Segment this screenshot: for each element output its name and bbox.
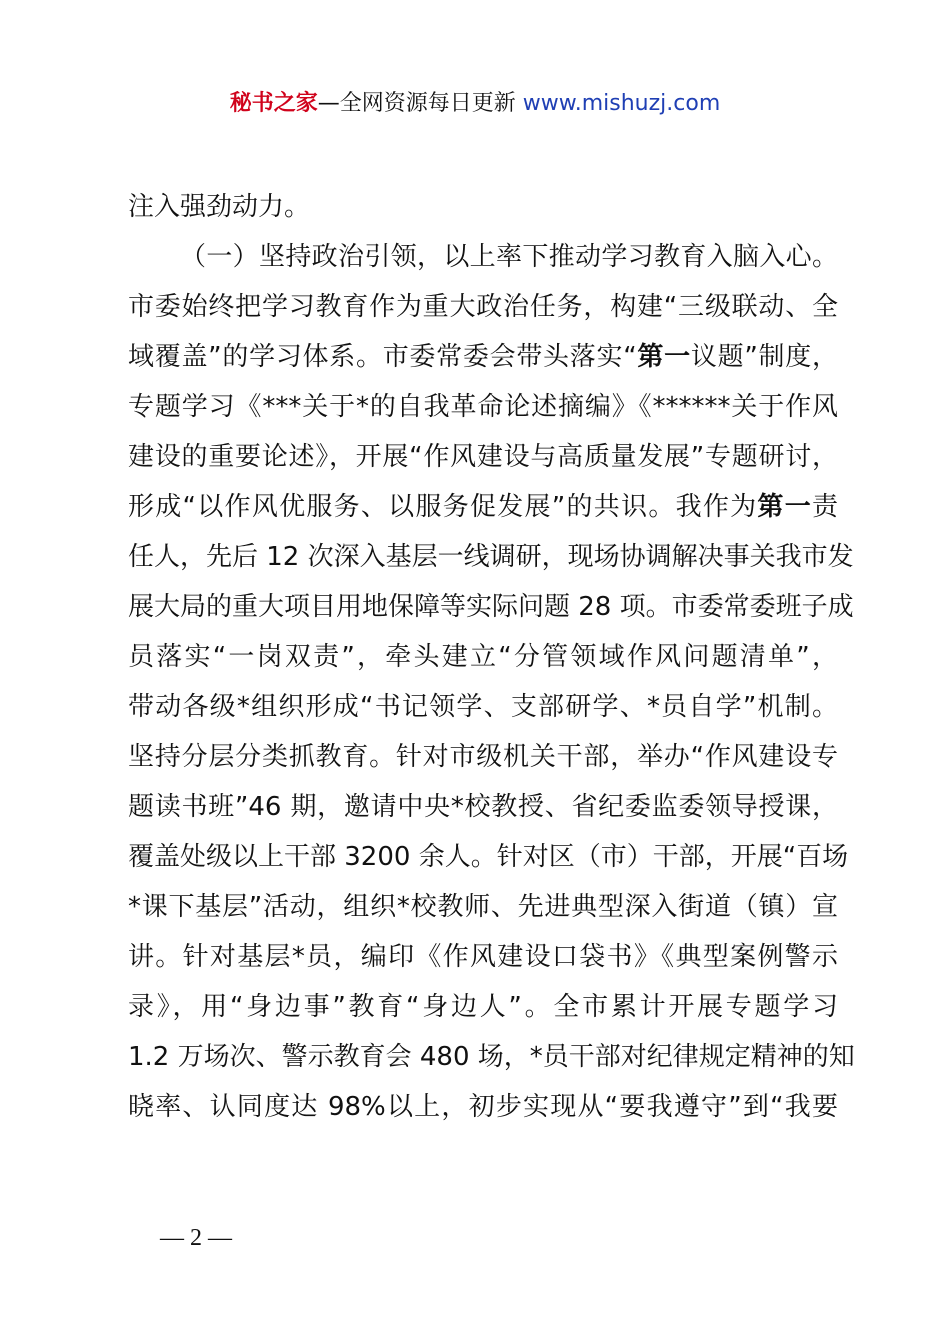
- document-body: [128, 182, 855, 1132]
- paragraph-line: 展大局的重大项目用地保障等实际问题 28 项。市委常委班子成: [128, 592, 854, 622]
- bold-text: 第一: [757, 492, 812, 522]
- paragraph-line: 员落实“一岗双责”，牵头建立“分管领域作风问题清单”，: [128, 642, 838, 672]
- section-heading: （一）坚持政治引领，以上率下推动学习教育入脑入心。: [180, 242, 838, 272]
- paragraph-line: 题读书班”46 期，邀请中央*校教授、省纪委监委领导授课，: [128, 792, 838, 822]
- paragraph-line: 任人，先后 12 次深入基层一线调研，现场协调解决事关我市发: [128, 542, 854, 572]
- paragraph-line: 晓率、认同度达 98%以上，初步实现从“要我遵守”到“我要: [128, 1092, 838, 1122]
- site-url-link[interactable]: www.mishuzj.com: [522, 91, 721, 116]
- paragraph-line: 录》，用“身边事”教育“身边人”。全市累计开展专题学习: [128, 992, 838, 1022]
- paragraph-line: 讲。针对基层*员，编印《作风建设口袋书》《典型案例警示: [128, 942, 838, 972]
- paragraph-line: [128, 482, 838, 532]
- text-segment: 形成“以作风优服务、以服务促发展”的共识。我作为: [128, 492, 758, 522]
- paragraph-line: 注入强劲动力。: [128, 192, 311, 222]
- brand-name: 秘书之家: [229, 91, 318, 116]
- text-segment: 责: [811, 492, 838, 522]
- page-number: — 2 —: [160, 1225, 232, 1251]
- header-tagline: —全网资源每日更新: [317, 91, 523, 116]
- paragraph-line: 覆盖处级以上干部 3200 余人。针对区（市）干部，开展“百场: [128, 842, 849, 872]
- paragraph-line: [128, 332, 838, 382]
- paragraph-line: *课下基层”活动，组织*校教师、先进典型深入街道（镇）宣: [128, 892, 838, 922]
- text-segment: 议题”制度，: [690, 342, 838, 372]
- site-header: [0, 88, 950, 120]
- text-segment: 域覆盖”的学习体系。市委常委会带头落实“: [128, 342, 637, 372]
- paragraph-line: 市委始终把学习教育作为重大政治任务，构建“三级联动、全: [128, 292, 838, 322]
- paragraph-line: 建设的重要论述》，开展“作风建设与高质量发展”专题研讨，: [128, 442, 838, 472]
- paragraph-line: 坚持分层分类抓教育。针对市级机关干部，举办“作风建设专: [128, 742, 838, 772]
- bold-text: 第一: [636, 342, 691, 372]
- paragraph-line: 带动各级*组织形成“书记领学、支部研学、*员自学”机制。: [128, 692, 838, 722]
- paragraph-line: 1.2 万场次、警示教育会 480 场，*员干部对纪律规定精神的知: [128, 1042, 855, 1072]
- paragraph-line: 专题学习《***关于*的自我革命论述摘编》《******关于作风: [128, 392, 838, 422]
